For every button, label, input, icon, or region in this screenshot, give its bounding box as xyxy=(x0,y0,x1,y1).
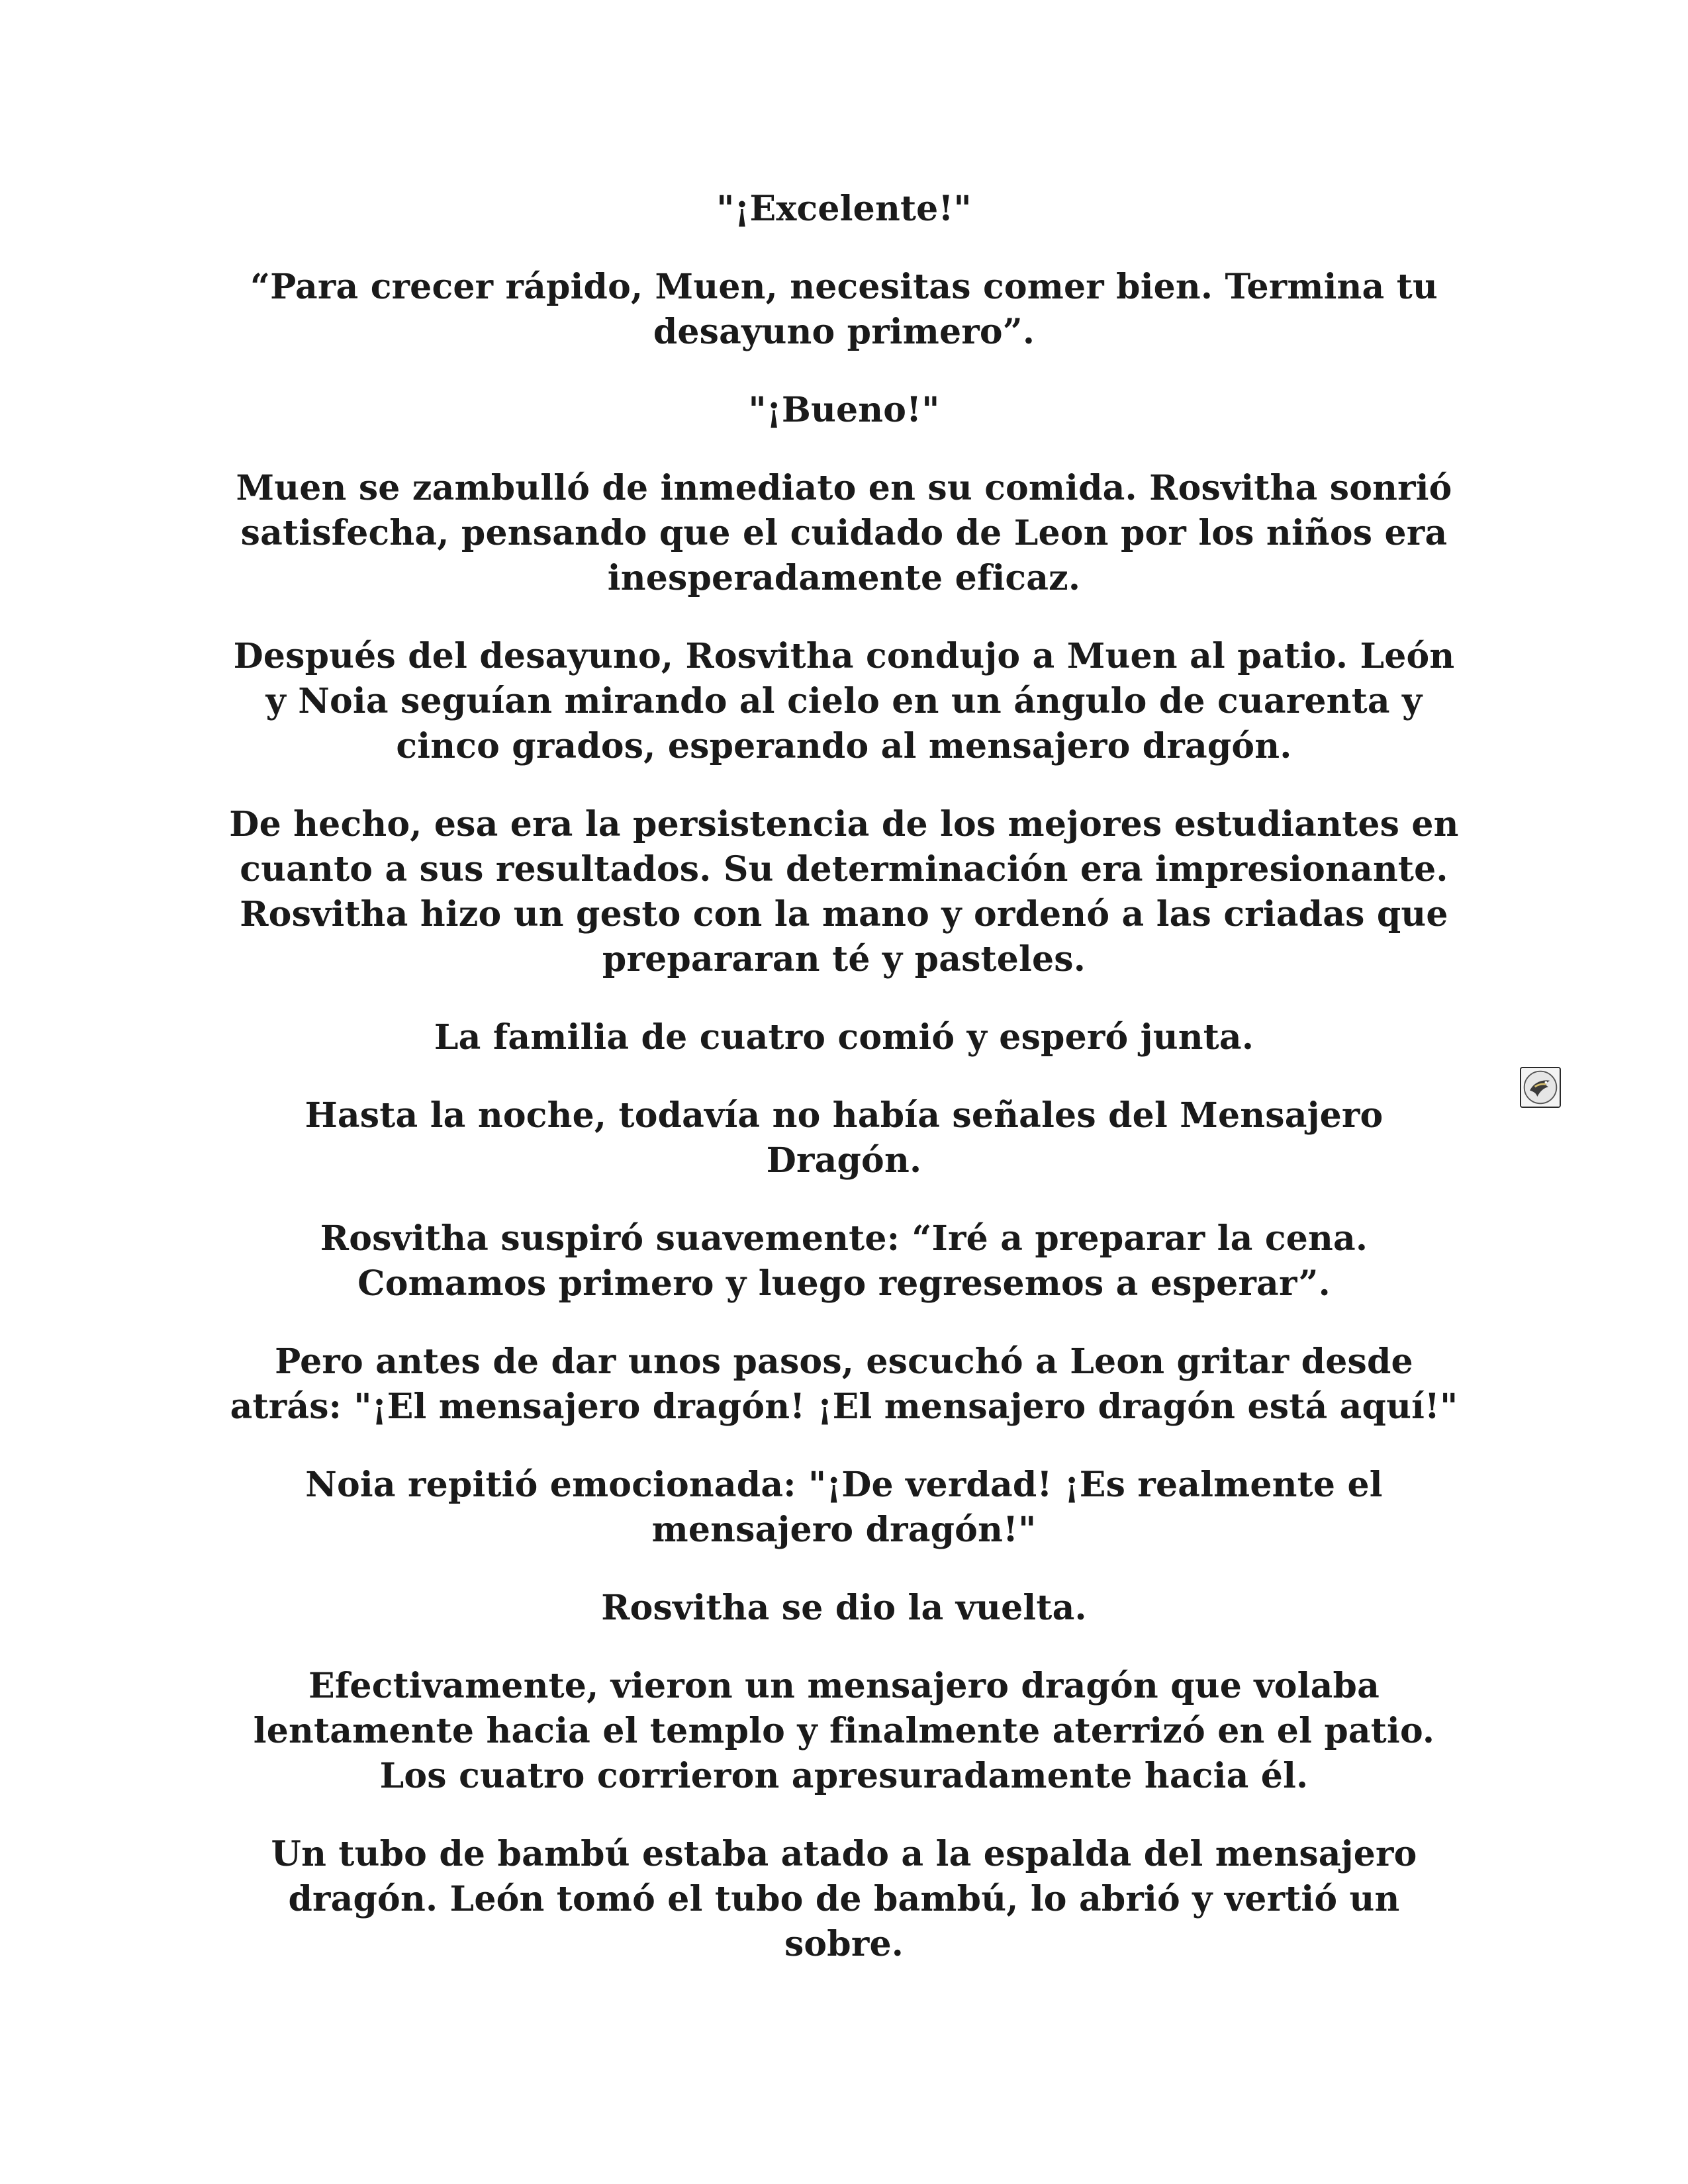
paragraph-9: Rosvitha suspiró suavemente: “Iré a preparar la cena. Comamos primero y luego regresemos a esperar”. xyxy=(320,1218,1368,1304)
story-text xyxy=(225,187,1463,2000)
paragraph-6: De hecho, esa era la persistencia de los mejores estudiantes en cuanto a sus resultados. Su determinación era impresionante. Rosvitha hizo un gesto con la mano y ordenó a las criadas que prepararan té y pasteles. xyxy=(229,804,1459,979)
paragraph-5: Después del desayuno, Rosvitha condujo a Muen al patio. León y Noia seguían mirando al cielo en un ángulo de cuarenta y cinco grados, esperando al mensajero dragón. xyxy=(233,636,1455,766)
paragraph-4: Muen se zambulló de inmediato en su comida. Rosvitha sonrió satisfecha, pensando que el cuidado de Leon por los niños era inesperadamente eficaz. xyxy=(236,468,1452,598)
paragraph-8: Hasta la noche, todavía no había señales del Mensajero Dragón. xyxy=(305,1095,1383,1181)
paragraph-7: La familia de cuatro comió y esperó junta. xyxy=(434,1017,1254,1058)
dragon-logo-icon xyxy=(1520,1067,1561,1108)
paragraph-14: Un tubo de bambú estaba atado a la espalda del mensajero dragón. León tomó el tubo de bambú, lo abrió y vertió un sobre. xyxy=(271,1834,1417,1964)
paragraph-13: Efectivamente, vieron un mensajero dragón que volaba lentamente hacia el templo y finalmente aterrizó en el patio. Los cuatro corrieron apresuradamente hacia él. xyxy=(253,1666,1435,1796)
paragraph-12: Rosvitha se dio la vuelta. xyxy=(601,1588,1087,1628)
paragraph-11: Noia repitió emocionada: "¡De verdad! ¡Es realmente el mensajero dragón!" xyxy=(305,1465,1383,1550)
paragraph-1: "¡Excelente!" xyxy=(716,189,972,229)
paragraph-3: "¡Bueno!" xyxy=(748,390,940,430)
paragraph-2: “Para crecer rápido, Muen, necesitas comer bien. Termina tu desayuno primero”. xyxy=(250,267,1438,352)
paragraph-10: Pero antes de dar unos pasos, escuchó a Leon gritar desde atrás: "¡El mensajero dragón! ¡El mensajero dragón está aquí!" xyxy=(230,1342,1458,1427)
